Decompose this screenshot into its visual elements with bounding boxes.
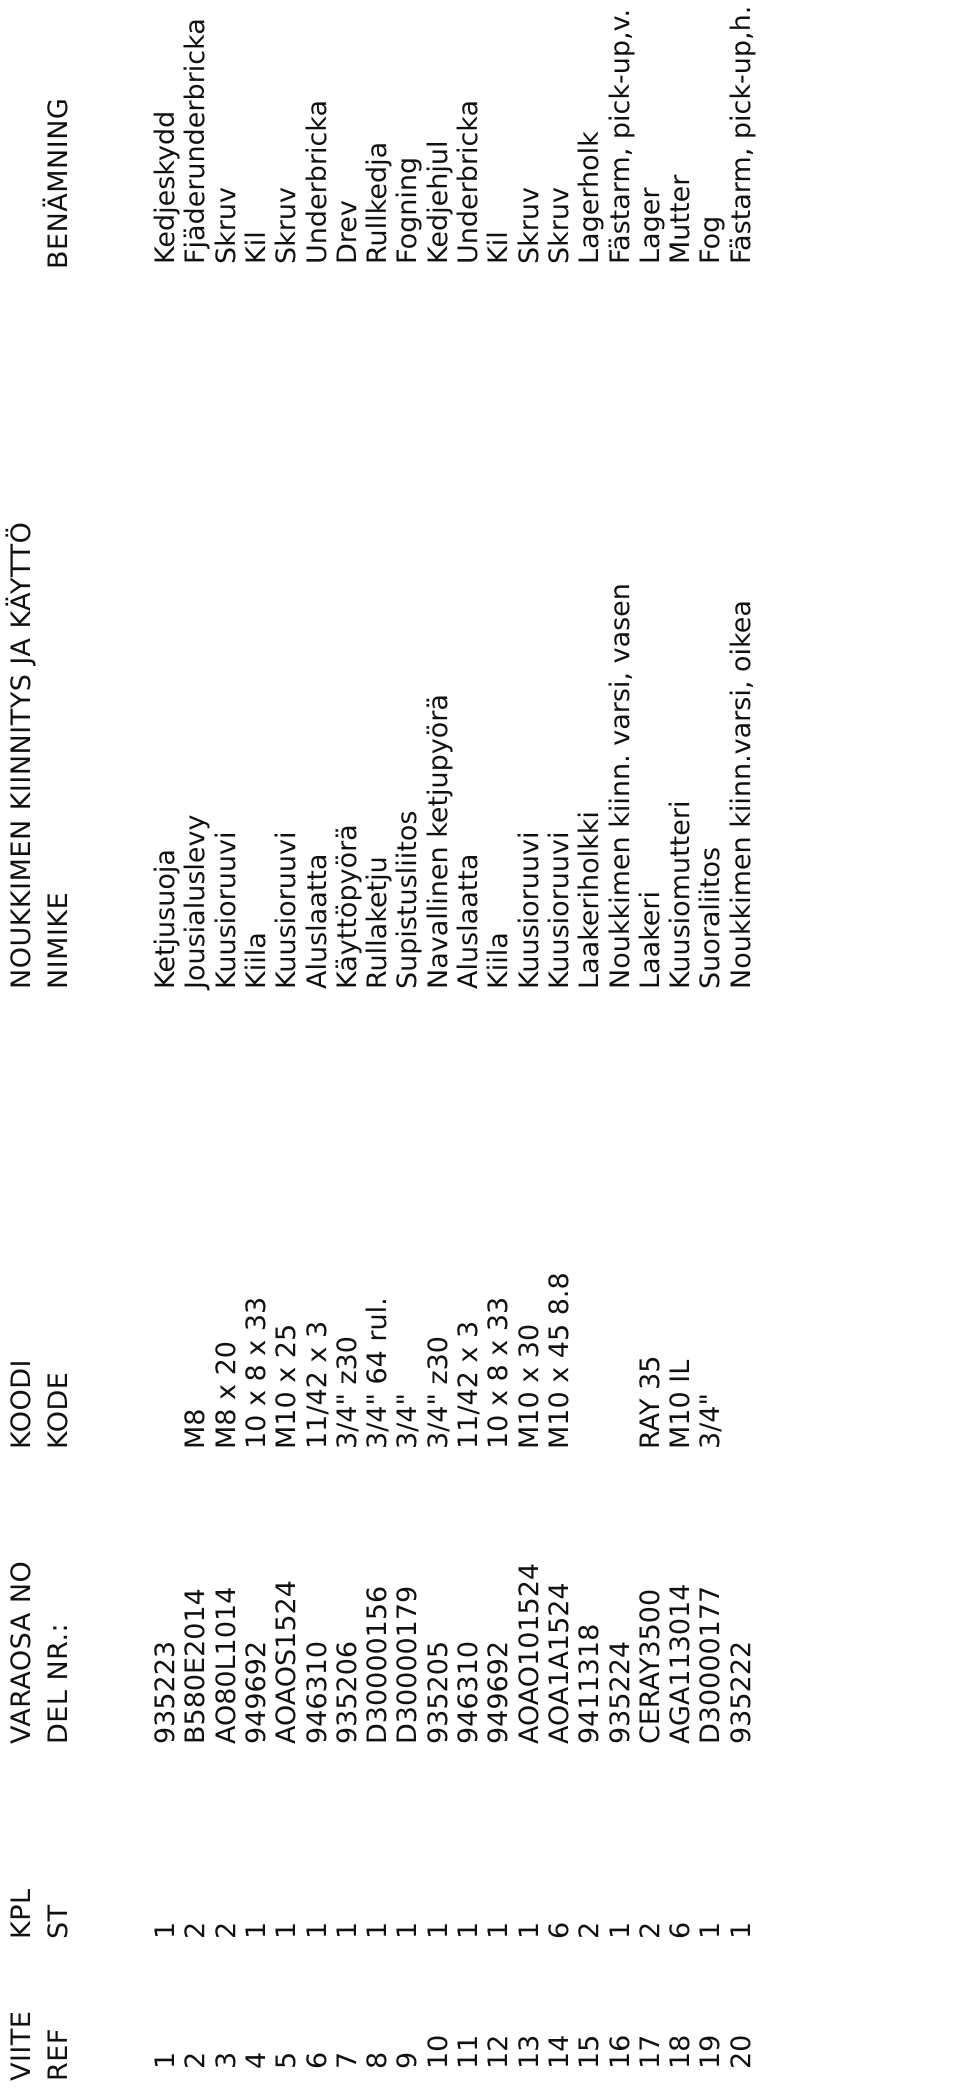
ref-cell: 16 — [604, 2034, 636, 2069]
name-fi-cell: Suoraliitos — [695, 846, 727, 989]
name-fi-cell: Kuusiomutteri — [665, 800, 697, 989]
qty-cell: 1 — [331, 1921, 363, 1939]
code-cell: 3/4" — [392, 1393, 424, 1449]
name-fi-cell: Kuusioruuvi — [543, 831, 575, 989]
name-sv-cell: Fog — [695, 215, 727, 264]
qty-cell: 1 — [392, 1921, 424, 1939]
name-fi-cell: Kuusioruuvi — [210, 831, 242, 989]
name-fi-cell: Navallinen ketjupyörä — [422, 694, 454, 989]
name-sv-cell: Lagerholk — [574, 131, 606, 264]
ref-cell: 4 — [240, 2051, 272, 2069]
header-name-sv: BENÄMNING — [43, 97, 74, 269]
part-no-cell: 935223 — [150, 1640, 181, 1744]
code-cell: 3/4" 64 rul. — [362, 1297, 394, 1449]
code-cell: RAY 35 — [634, 1355, 666, 1449]
qty-cell: 1 — [150, 1921, 181, 1939]
qty-cell: 1 — [271, 1921, 303, 1939]
name-sv-cell: Fästarm, pick-up,h. — [725, 5, 757, 264]
ref-cell: 17 — [634, 2034, 666, 2069]
ref-cell: 18 — [665, 2034, 697, 2069]
name-sv-cell: Kil — [483, 231, 515, 264]
code-cell: 11/42 x 3 — [301, 1320, 333, 1449]
header-code-fi: KOODI — [6, 1359, 37, 1449]
name-sv-cell: Skruv — [513, 187, 545, 264]
code-cell: 3/4" z30 — [422, 1336, 454, 1449]
header-ref-sv: REF — [43, 2028, 74, 2081]
ref-cell: 19 — [695, 2034, 727, 2069]
qty-cell: 1 — [725, 1921, 757, 1939]
header-ref-fi: VIITE — [6, 2010, 37, 2081]
ref-cell: 7 — [331, 2051, 363, 2069]
code-cell: M10 IL — [665, 1359, 697, 1449]
name-sv-cell: Rullkedja — [362, 141, 394, 264]
name-fi-cell: Laakeriholkki — [574, 811, 606, 989]
name-sv-cell: Drev — [331, 200, 363, 264]
part-no-cell: 935224 — [604, 1640, 636, 1744]
name-fi-cell: Rullaketju — [362, 856, 394, 989]
ref-cell: 13 — [513, 2034, 545, 2069]
ref-cell: 11 — [453, 2034, 484, 2069]
qty-cell: 1 — [240, 1921, 272, 1939]
code-cell: 10 x 8 x 33 — [483, 1296, 515, 1449]
part-no-cell: AOA1A1524 — [543, 1582, 575, 1744]
qty-cell: 2 — [574, 1921, 606, 1939]
qty-cell: 1 — [483, 1921, 515, 1939]
ref-cell: 12 — [483, 2034, 515, 2069]
qty-cell: 1 — [513, 1921, 545, 1939]
ref-cell: 8 — [362, 2051, 394, 2069]
name-fi-cell: Kuusioruuvi — [271, 831, 303, 989]
name-fi-cell: Laakeri — [634, 890, 666, 989]
part-no-cell: 935205 — [422, 1640, 454, 1744]
code-cell: 11/42 x 3 — [453, 1320, 484, 1449]
header-qty-sv: ST — [43, 1904, 74, 1939]
ref-cell: 1 — [150, 2051, 181, 2069]
part-no-cell: 946310 — [301, 1640, 333, 1744]
ref-cell: 14 — [543, 2034, 575, 2069]
name-fi-cell: Kuusioruuvi — [513, 831, 545, 989]
code-cell: M8 — [180, 1408, 212, 1449]
part-no-cell: 949692 — [483, 1640, 515, 1744]
qty-cell: 6 — [543, 1921, 575, 1939]
name-fi-cell: Kiila — [240, 932, 272, 989]
header-part-no-fi: VARAOSA NO — [6, 1560, 37, 1744]
part-no-cell: AGA113014 — [665, 1583, 697, 1744]
code-cell: M10 x 25 — [271, 1323, 303, 1449]
qty-cell: 1 — [301, 1921, 333, 1939]
name-fi-cell: Noukkimen kiinn.varsi, oikea — [725, 600, 757, 989]
name-sv-cell: Lager — [634, 187, 666, 264]
part-no-cell: 935222 — [725, 1640, 757, 1744]
code-cell: M10 x 45 8.8 — [543, 1272, 575, 1449]
part-no-cell: AOAO101524 — [513, 1562, 545, 1744]
name-sv-cell: Skruv — [271, 187, 303, 264]
code-cell: 10 x 8 x 33 — [240, 1296, 272, 1449]
name-fi-cell: Ketjusuoja — [150, 849, 181, 989]
qty-cell: 6 — [665, 1921, 697, 1939]
name-sv-cell: Mutter — [665, 174, 697, 264]
code-cell: M8 x 20 — [210, 1341, 242, 1449]
name-sv-cell: Kedjehjul — [422, 140, 454, 264]
code-cell: 3/4" z30 — [331, 1336, 363, 1449]
part-no-cell: CERAY3500 — [634, 1588, 666, 1744]
part-no-cell: 949692 — [240, 1640, 272, 1744]
header-name-fi-sub: NIMIKE — [43, 891, 74, 989]
name-sv-cell: Underbricka — [453, 99, 484, 264]
name-sv-cell: Skruv — [543, 187, 575, 264]
qty-cell: 1 — [695, 1921, 727, 1939]
name-sv-cell: Fjäderunderbricka — [180, 18, 212, 264]
qty-cell: 1 — [604, 1921, 636, 1939]
ref-cell: 15 — [574, 2034, 606, 2069]
qty-cell: 2 — [210, 1921, 242, 1939]
header-qty-fi: KPL — [6, 1888, 37, 1939]
name-fi-cell: Supistusliitos — [392, 810, 424, 989]
qty-cell: 1 — [362, 1921, 394, 1939]
name-sv-cell: Underbricka — [301, 99, 333, 264]
part-no-cell: AO80L1014 — [210, 1586, 242, 1744]
ref-cell: 9 — [392, 2051, 424, 2069]
header-part-no-sv: DEL NR.: — [43, 1622, 74, 1744]
part-no-cell: D30000156 — [362, 1585, 394, 1744]
name-sv-cell: Fästarm, pick-up,v. — [604, 8, 636, 264]
ref-cell: 3 — [210, 2051, 242, 2069]
name-fi-cell: Käyttöpyörä — [331, 824, 363, 989]
part-no-cell: 935206 — [331, 1640, 363, 1744]
name-fi-cell: Noukkimen kiinn. varsi, vasen — [604, 583, 636, 989]
name-fi-cell: Kiila — [483, 932, 515, 989]
part-no-cell: AOAOS1524 — [271, 1580, 303, 1744]
part-no-cell: D30000179 — [392, 1585, 424, 1744]
code-cell: 3/4" — [695, 1393, 727, 1449]
header-name-fi: NOUKKIMEN KIINNITYS JA KÄYTTÖ — [6, 521, 37, 989]
name-fi-cell: Jousialuslevy — [180, 814, 212, 989]
qty-cell: 1 — [422, 1921, 454, 1939]
part-no-cell: D30000177 — [695, 1585, 727, 1744]
qty-cell: 2 — [634, 1921, 666, 1939]
ref-cell: 2 — [180, 2051, 212, 2069]
name-sv-cell: Skruv — [210, 187, 242, 264]
header-code-sv: KODE — [43, 1371, 74, 1449]
part-no-cell: 9411318 — [574, 1623, 606, 1744]
ref-cell: 20 — [725, 2034, 757, 2069]
part-no-cell: 946310 — [453, 1640, 484, 1744]
ref-cell: 5 — [271, 2051, 303, 2069]
name-sv-cell: Fogning — [392, 156, 424, 264]
name-sv-cell: Kil — [240, 231, 272, 264]
qty-cell: 1 — [453, 1921, 484, 1939]
code-cell: M10 x 30 — [513, 1323, 545, 1449]
name-fi-cell: Aluslaatta — [301, 853, 333, 989]
name-sv-cell: Kedjeskydd — [150, 110, 181, 264]
name-fi-cell: Aluslaatta — [453, 853, 484, 989]
ref-cell: 6 — [301, 2051, 333, 2069]
part-no-cell: B580E2014 — [180, 1588, 212, 1744]
ref-cell: 10 — [422, 2034, 454, 2069]
qty-cell: 2 — [180, 1921, 212, 1939]
